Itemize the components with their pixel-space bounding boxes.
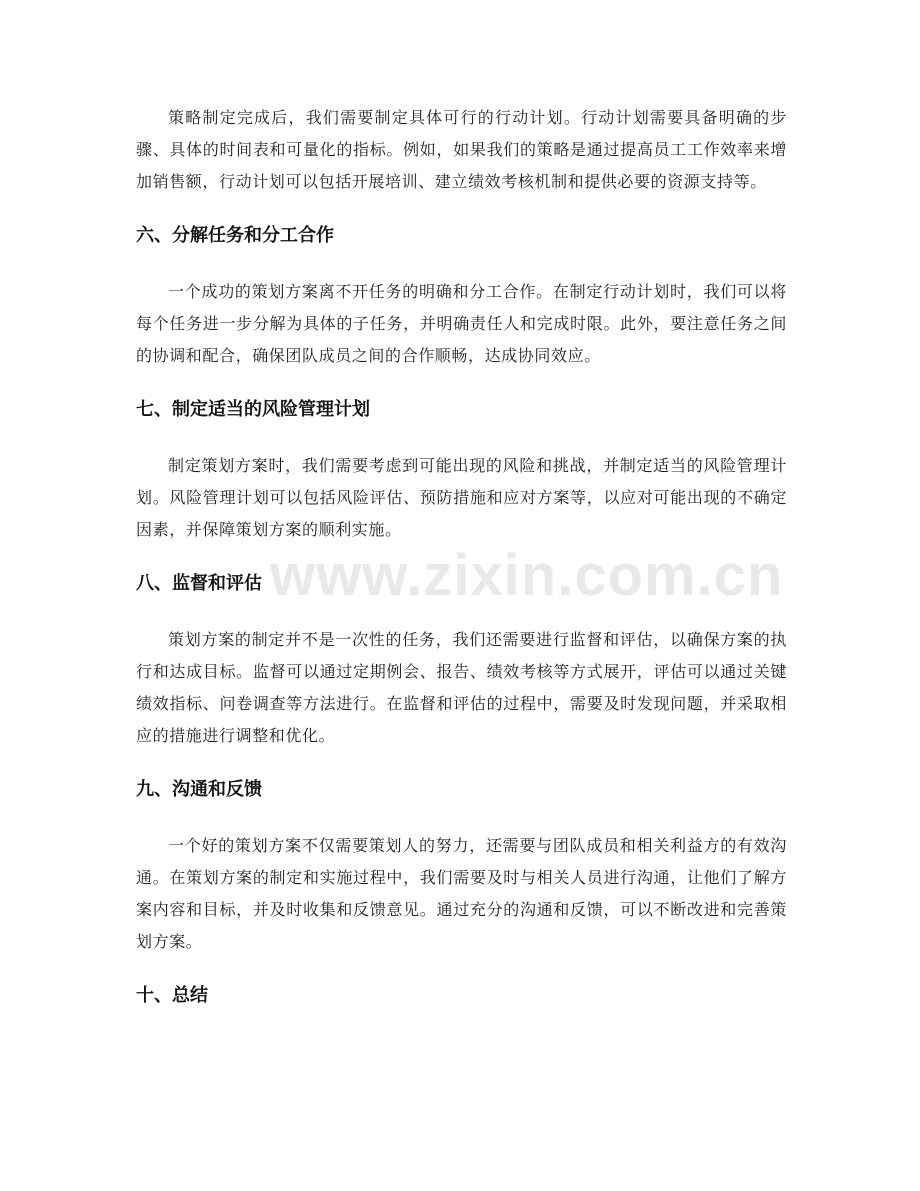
watermark-text: www.zixin.com.cn <box>270 543 784 608</box>
section-6-heading: 六、分解任务和分工合作 <box>136 225 334 246</box>
section-9-heading: 九、沟通和反馈 <box>136 779 262 800</box>
intro-paragraph: 策略制定完成后，我们需要制定具体可行的行动计划。行动计划需要具备明确的步骤、具体的时间表和可量化的指标。例如，如果我们的策略是通过提高员工工作效率来增加销售额，行动计划可以包括开展培训、建立绩效考核机制和提供必要的资源支持等。 <box>136 108 787 191</box>
section-7-heading: 七、制定适当的风险管理计划 <box>136 399 370 420</box>
section-7-paragraph: 制定策划方案时，我们需要考虑到可能出现的风险和挑战，并制定适当的风险管理计划。风险管理计划可以包括风险评估、预防措施和应对方案等，以应对可能出现的不确定因素，并保障策划方案的顺利实施。 <box>136 456 787 539</box>
section-6-paragraph: 一个成功的策划方案离不开任务的明确和分工合作。在制定行动计划时，我们可以将每个任务进一步分解为具体的子任务，并明确责任人和完成时限。此外，要注意任务之间的协调和配合，确保团队成员之间的合作顺畅，达成协同效应。 <box>136 282 787 365</box>
document-body <box>136 102 787 1036</box>
section-8-paragraph: 策划方案的制定并不是一次性的任务，我们还需要进行监督和评估，以确保方案的执行和达成目标。监督可以通过定期例会、报告、绩效考核等方式展开，评估可以通过关键绩效指标、问卷调查等方法进行。在监督和评估的过程中，需要及时发现问题，并采取相应的措施进行调整和优化。 <box>136 630 787 745</box>
section-10-heading: 十、总结 <box>136 985 208 1006</box>
section-9-paragraph: 一个好的策划方案不仅需要策划人的努力，还需要与团队成员和相关利益方的有效沟通。在策划方案的制定和实施过程中，我们需要及时与相关人员进行沟通，让他们了解方案内容和目标，并及时收集和反馈意见。通过充分的沟通和反馈，可以不断改进和完善策划方案。 <box>136 836 787 951</box>
section-8-heading: 八、监督和评估 <box>136 573 262 594</box>
